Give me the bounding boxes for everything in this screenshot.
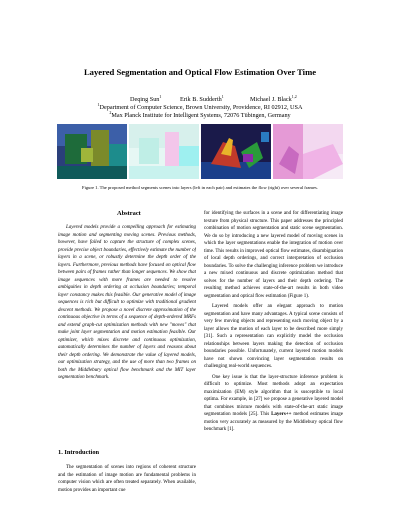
author-3: Michael J. Black$^{1,2}$ bbox=[250, 94, 297, 104]
right-paragraph-1: for identifying the surfaces in a scene and for differentiating image texture from physical structure. This paper addresses the principled combination of motion segmentation and static scene segmentation. We do so by introducing a new layered model of moving scenes in which the layer segmentations enable the integration of motion over time. This results in improved optical flow estimates, disambiguation of local depth orderings, and correct interpretation of occlusion boundaries. To solve the challenging inference problem we introduce a new mixed continuous and discrete optimization method that solves for the number of layers and their depth ordering. The resulting method achieves state-of-the-art results in both video segmentation and optical flow estimation (Figure 1). bbox=[204, 211, 343, 299]
layer-segmentation-image-1 bbox=[57, 124, 127, 179]
intro-heading: 1. Introduction bbox=[58, 449, 100, 456]
right-paragraph-3: One key issue is that the layer-structure inference problem is difficult to optimize. Most methods adopt an expectation maximization (EM) style algorithm that is susceptible to local optima. For example, in [27] we propose a generative layered model that combines mixture models with state-of-the-art static image segmentation models [25]. This Layers++ method estimates image motion very accurately as measured by the Middlebury optical flow benchmark [1]. bbox=[204, 374, 343, 432]
layer-segmentation-image-2 bbox=[201, 124, 271, 179]
figure-caption: Figure 1. The proposed method segments scenes into layers (left in each pair) and estimates the flow (right) over several frames. bbox=[82, 185, 318, 190]
paper-title: Layered Segmentation and Optical Flow Estimation Over Time bbox=[83, 67, 317, 77]
affiliation-2: $^2$Max Planck Institute for Intelligent Systems, 72076 Tübingen, Germany bbox=[109, 110, 291, 120]
abstract-paragraph: Layered models provide a compelling approach for estimating image motion and segmenting moving scenes. Previous methods, however, have failed to capture the structure of complex scenes, provide precise object boundaries, effectively estimate the number of layers in a scene, or robustly determine the depth order of the layers. Furthermore, previous methods have focused on optical flow between pairs of frames rather than longer sequences. We show that image sequences with more frames are needed to resolve ambiguities in depth ordering at occlusion boundaries; temporal layer constancy makes this feasible. Our generative model of image sequences is rich but difficult to optimize with traditional gradient descent methods. We propose a novel discrete approximation of the continuous objective in terms of a sequence of depth-ordered MRFs and extend graph-cut optimization methods with new "moves" that make joint layer segmentation and motion estimation feasible. Our optimizer, which mixes discrete and continuous optimization, automatically determines the number of layers and reasons about their depth ordering. We demonstrate the value of layered models, our optimization strategy, and the use of more than two frames on both the Middlebury optical flow benchmark and the MIT layer segmentation benchmark. bbox=[58, 225, 196, 380]
right-column bbox=[204, 210, 343, 512]
affiliation-1: $^1$Department of Computer Science, Brown University, Providence, RI 02912, USA bbox=[97, 102, 303, 112]
intro-column-left bbox=[58, 464, 196, 508]
figure-1 bbox=[57, 124, 344, 179]
author-1: Deqing Sun$^1$ bbox=[130, 94, 162, 104]
intro-paragraph-1: The segmentation of scenes into regions of coherent structure and the estimation of image motion are fundamental problems in computer vision which are often treated separately. When available, motion provides an important cue bbox=[58, 465, 196, 493]
abstract-heading: Abstract bbox=[117, 210, 141, 217]
optical-flow-image-2 bbox=[273, 124, 343, 179]
optical-flow-image-1 bbox=[129, 124, 199, 179]
right-paragraph-2: Layered models offer an elegant approach to motion segmentation and have many advantages. A typical scene consists of very few moving objects and representing each moving object by a layer allows the motion of each layer to be described more simply [31]. Such a representation can explicitly model the occlusion relationships between layers making the detection of occlusion boundaries possible. Unfortunately, current layered motion models have not shown convincing layer segmentation results on challenging real-world sequences. bbox=[204, 304, 343, 369]
author-2: Erik B. Sudderth$^1$ bbox=[180, 94, 224, 104]
abstract-text bbox=[58, 224, 196, 436]
